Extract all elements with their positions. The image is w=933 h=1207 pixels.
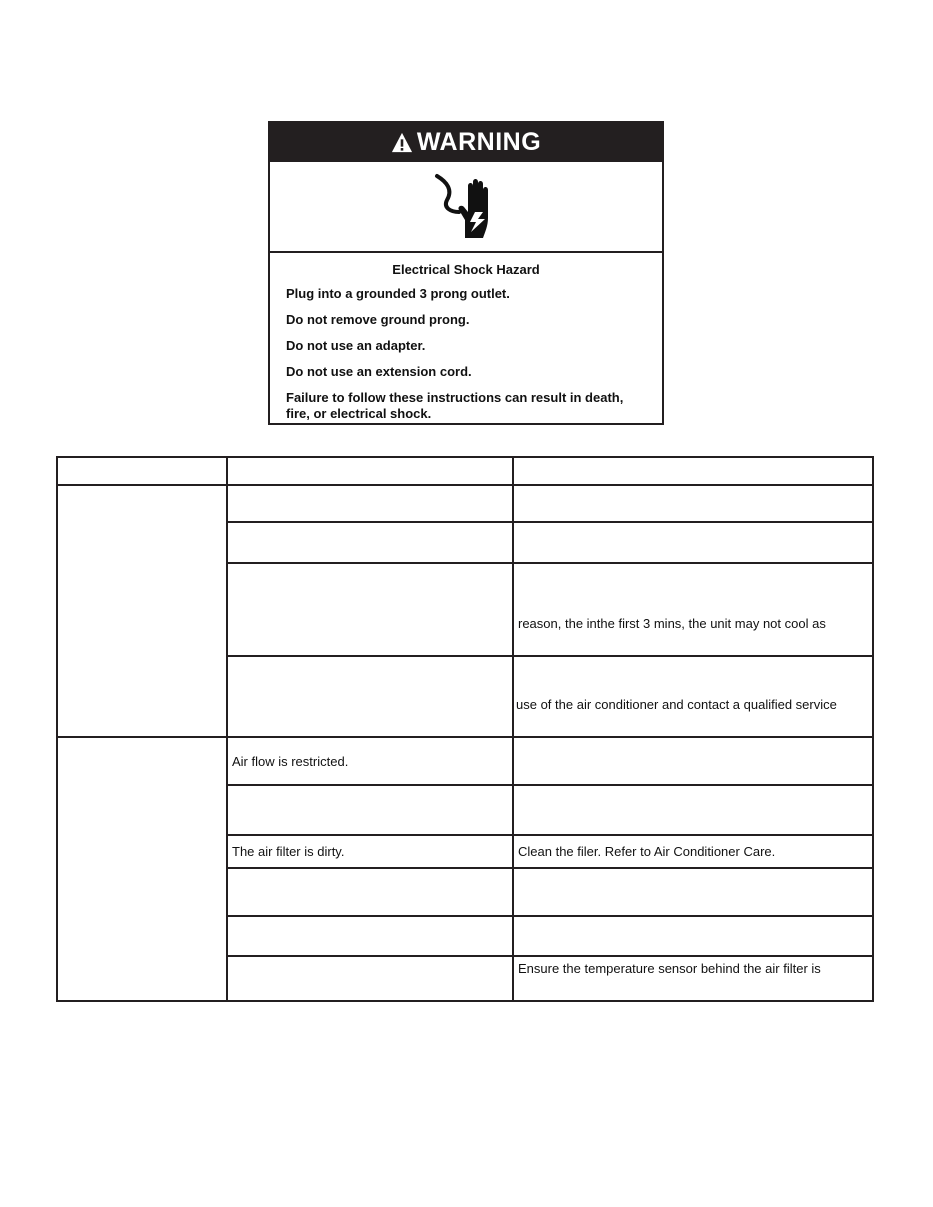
warning-header bbox=[270, 123, 662, 162]
warning-title: WARNING bbox=[416, 128, 542, 156]
problem-cell bbox=[57, 737, 227, 1001]
electric-shock-hand-icon bbox=[431, 172, 501, 242]
cause-cell bbox=[227, 656, 513, 737]
cause-cell bbox=[227, 916, 513, 956]
hazard-title: Electrical Shock Hazard bbox=[392, 262, 540, 277]
instruction-4: Do not use an extension cord. bbox=[286, 364, 472, 379]
cause-cell bbox=[227, 785, 513, 835]
solution-cell bbox=[513, 785, 873, 835]
table-row bbox=[57, 737, 873, 785]
cause-cell bbox=[227, 868, 513, 916]
warning-triangle-icon bbox=[391, 132, 413, 154]
problem-cell bbox=[57, 485, 227, 737]
cause-cell bbox=[227, 956, 513, 1001]
header-cell bbox=[57, 457, 227, 485]
solution-cell bbox=[513, 868, 873, 916]
solution-cell: Clean the filer. Refer to Air Conditioner Care. bbox=[513, 835, 873, 868]
table-row bbox=[57, 485, 873, 522]
instruction-3: Do not use an adapter. bbox=[286, 338, 426, 353]
solution-cell bbox=[513, 916, 873, 956]
cause-cell bbox=[227, 485, 513, 522]
solution-cell bbox=[513, 737, 873, 785]
instruction-1: Plug into a grounded 3 prong outlet. bbox=[286, 286, 510, 301]
cause-cell bbox=[227, 522, 513, 563]
instruction-5: Failure to follow these instructions can result in death, fire, or electrical shock. bbox=[286, 390, 624, 421]
solution-cell: Ensure the temperature sensor behind the air filter is bbox=[513, 956, 873, 1001]
solution-cell bbox=[513, 485, 873, 522]
solution-cell: reason, the inthe first 3 mins, the unit may not cool as bbox=[513, 563, 873, 656]
solution-cell: use of the air conditioner and contact a qualified service bbox=[513, 656, 873, 737]
cause-cell: Air flow is restricted. bbox=[227, 737, 513, 785]
cause-cell: The air filter is dirty. bbox=[227, 835, 513, 868]
cause-cell bbox=[227, 563, 513, 656]
warning-body bbox=[270, 253, 662, 422]
warning-label bbox=[268, 121, 664, 425]
instruction-2: Do not remove ground prong. bbox=[286, 312, 470, 327]
header-cell bbox=[227, 457, 513, 485]
solution-cell bbox=[513, 522, 873, 563]
table-header-row bbox=[57, 457, 873, 485]
header-cell bbox=[513, 457, 873, 485]
troubleshooting-table bbox=[56, 456, 874, 1002]
warning-icon-area bbox=[270, 162, 662, 253]
